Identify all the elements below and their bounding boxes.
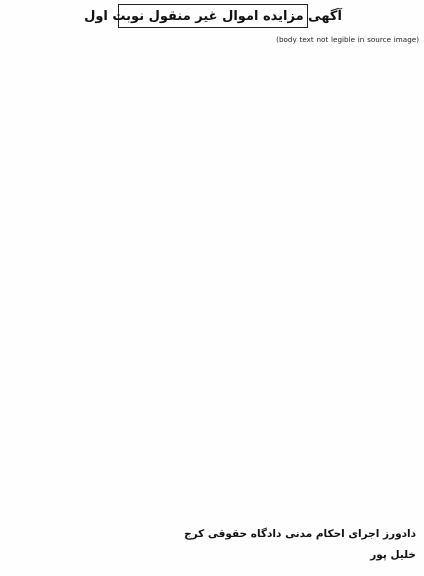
notice-body-text: (body text not legible in source image) <box>276 35 419 44</box>
notice-title: آگهی مزایده اموال غیر منقول نوبت اول <box>84 8 342 24</box>
signature-office: دادورز اجرای احکام مدنی دادگاه حقوقی کرج <box>184 528 416 540</box>
signature-block <box>156 524 416 566</box>
notice-body <box>5 34 419 522</box>
notice-title-box <box>84 4 342 28</box>
signature-name: خلیل پور <box>370 549 416 561</box>
